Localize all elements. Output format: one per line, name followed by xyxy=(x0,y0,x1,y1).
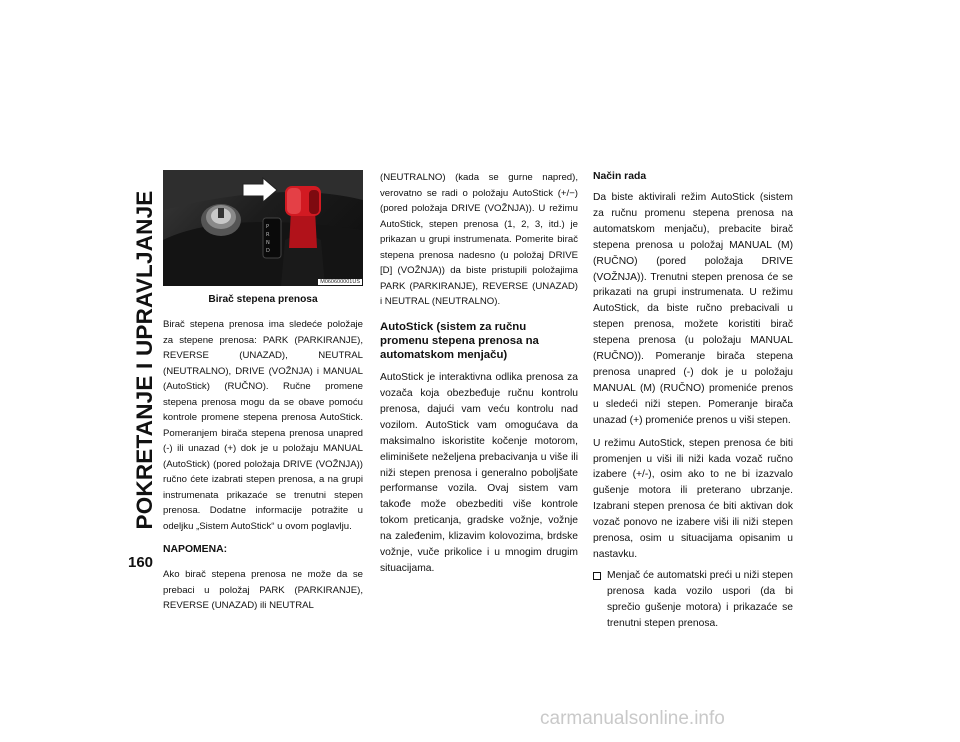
mode-paragraph-2: U režimu AutoStick, stepen prenosa će biti promenjen u viši ili niži kada vozač ručno izabere (+/-), osim ako to ne bi izazvalo gušenje motora ili preterano ubrzanje. Izabrani stepen prenosa će biti aktivan dok vozač ponovo ne izabere viši ili niži stepen prenosa, osim u situacijama opisanim u nastavku. xyxy=(593,437,793,560)
figure-code: M060600001US xyxy=(320,279,360,285)
svg-text:D: D xyxy=(266,248,270,254)
chapter-side-title xyxy=(127,170,163,550)
autostick-paragraph: AutoStick je interaktivna odlika prenosa za vozača koja obezbeđuje ručnu kontrolu prenosa, dajući vam veću kontrolu nad vozilom. AutoStick vam omogućava da maksimalno iskoristite kočenje motorom, eliminišete neželjena prebacivanja u više ili niži stepen prenosa i generalno poboljšate performanse vozila. Ovaj sistem vam takođe može obezbediti više kontrole tokom preticanja, gradske vožnje, vožnje na zaleđenim, klizavim kolovozima, brdske vožnje, vuče prikolice i u mnogim drugim situacijama. xyxy=(380,372,578,574)
section-heading-mode: Način rada xyxy=(593,171,647,182)
watermark: carmanualsonline.info xyxy=(540,708,725,729)
column-1 xyxy=(163,170,363,614)
note-title: NAPOMENA: xyxy=(163,544,228,555)
note-text: Ako birač stepena prenosa ne može da se prebaci u položaj PARK (PARKIRANJE), REVERSE (UNAZAD) ili NEUTRAL xyxy=(163,569,363,611)
column-3 xyxy=(593,170,793,631)
svg-text:P: P xyxy=(266,224,270,230)
checkbox-bullet-icon xyxy=(593,572,601,580)
chapter-title-text: POKRETANJE I UPRAVLJANJE xyxy=(132,190,157,530)
page-number: 160 xyxy=(128,554,154,571)
continuation-paragraph: (NEUTRALNO) (kada se gurne napred), verovatno se radi o položaju AutoStick (+/−) (pored položaja DRIVE (VOŽNJA)). U režimu AutoStick, stepen prenosa (1, 2, 3, itd.) je prikazan u grupi instrumenata. Pomerite birač stepena prenosa nadesno (u položaj DRIVE [D] (VOŽNJA)) da biste pristupili položajima PARK (PARKIRANJE), REVERSE (UNAZAD) i NEUTRAL (NEUTRALNO). xyxy=(380,172,578,307)
mode-paragraph-1: Da biste aktivirali režim AutoStick (sistem za ručnu promenu stepena prenosa na automatskom menjaču), prebacite birač stepena prenosa u položaj MANUAL (M) (RUČNO) (pored položaja DRIVE (VOŽNJA)). Trenutni stepen prenosa će se prikazati na grupi instrumenata. U režimu AutoStick, da biste ručno prebacivali u stepen prenosa, možete koristiti birač stepena prenosa (u položaju MANUAL (RUČNO)). Pomeranje birača stepena prenosa unapred (-) dok je u položaju MANUAL (M) (RUČNO) promeniće prenos u sledeći niži stepen. Pomeranje birača unazad (+) promeniće prenos u viši stepen. xyxy=(593,192,793,426)
intro-paragraph: Birač stepena prenosa ima sledeće položaje za stepene prenosa: PARK (PARKIRANJE), REVERSE (UNAZAD), NEUTRAL (NEUTRALNO), DRIVE (VOŽNJA) i MANUAL (AutoStick) (RUČNO). Ručne promene stepena prenosa mogu da se obave pomoću kontrole promene stepena prenosa AutoStick. Pomeranjem birača stepena prenosa unapred (-) ili unazad (+) dok je u položaju MANUAL (AutoStick) (pored položaja DRIVE (VOŽNJA)) ručno ćete izabrati stepen prenosa, a na grupi instrumenata prikazaće se trenutni stepen prenosa. Dodatne informacije potražite u odeljku „Sistem AutoStick“ u ovom poglavlju. xyxy=(163,319,363,532)
svg-text:N: N xyxy=(266,240,270,246)
svg-text:R: R xyxy=(266,232,270,238)
figure-caption: Birač stepena prenosa xyxy=(208,294,318,305)
gear-shifter-photo xyxy=(163,170,363,286)
section-heading-autostick: AutoStick (sistem za ručnu promenu stepena prenosa na automatskom menjaču) xyxy=(380,320,539,361)
bullet-text: Menjač će automatski preći u niži stepen prenosa kada vozilo uspori (da bi sprečio gušenje motora) i prikazaće se trenutni stepen prenosa. xyxy=(607,569,793,629)
bullet-item xyxy=(593,568,793,632)
column-2 xyxy=(380,170,578,577)
gear-shifter-illustration xyxy=(163,170,363,286)
